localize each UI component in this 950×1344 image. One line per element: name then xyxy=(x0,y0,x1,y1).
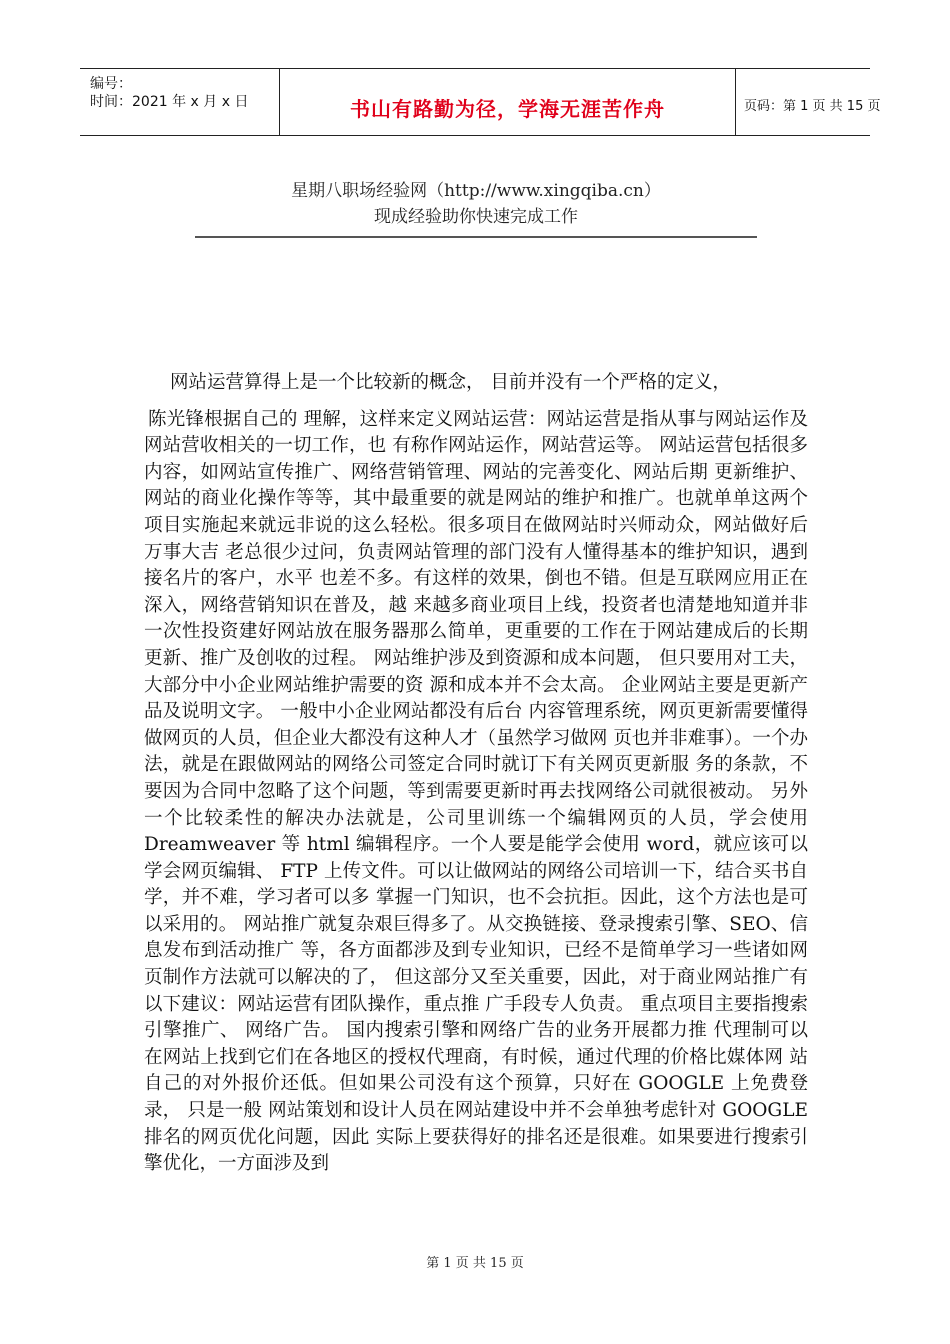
banner-slogan: 现成经验助你快速完成工作 xyxy=(374,207,578,227)
banner-site-title: 星期八职场经验网（http://www.xingqiba.cn） xyxy=(291,181,661,201)
article-paragraph: 陈光锋根据自己的 理解，这样来定义网站运营：网站运营是指从事与网站运作及网站营收相关的一切工作，也 有称作网站运作，网站营运等。 网站运营包括很多内容，如网站宣传推广、网络营销管理、网站的完善变化、网站后期 更新维护、网站的商业化操作等等，其中最重要的就是网站的维护和推广。也就单单这两个 项目实施起来就远非说的这么轻松。很多项目在做网站时兴师动众，网站做好后万事大吉 老总很少过问，负责网站管理的部门没有人懂得基本的维护知识，遇到接名片的客户，水平 也差不多。有这样的效果，倒也不错。但是互联网应用正在深入，网络营销知识在普及，越 来越多商业项目上线，投资者也清楚地知道并非一次性投资建好网站放在服务器那么简单，更重要的工作在于网站建成后的长期更新、推广及创收的过程。 网站维护涉及到资源和成本问题， 但只要用对工夫， 大部分中小企业网站维护需要的资 源和成本并不会太高。 企业网站主要是更新产品及说明文字。 一般中小企业网站都没有后台 内容管理系统，网页更新需要懂得做网页的人员，但企业大都没有这种人才（虽然学习做网 页也并非难事）。一个办法，就是在跟做网站的网络公司签定合同时就订下有关网页更新服 务的条款，不要因为合同中忽略了这个问题，等到需要更新时再去找网络公司就很被动。 另外一个比较柔性的解决办法就是，公司里训练一个编辑网页的人员，学会使用 Dreamweaver 等 html 编辑程序。一个人要是能学会使用 word，就应该可以学会网页编辑、 FTP 上传文件。可以让做网站的网络公司培训一下，结合买书自学，并不难，学习者可以多 掌握一门知识，也不会抗拒。因此，这个方法也是可以采用的。 网站推广就复杂艰巨得多了。从交换链接、登录搜索引擎、SEO、信息发布到活动推广 等，各方面都涉及到专业知识，已经不是简单学习一些诸如网页制作方法就可以解决的了， 但这部分又至关重要，因此，对于商业网站推广有以下建议：网站运营有团队操作，重点推 广手段专人负责。 重点项目主要指搜索引擎推广、 网络广告。 国内搜索引擎和网络广告的业务开展都力推 代理制可以在网站上找到它们在各地区的授权代理商，有时候，通过代理的价格比媒体网 站自己的对外报价还低。但如果公司没有这个预算，只好在 GOOGLE 上免费登录， 只是一般 网站策划和设计人员在网站建设中并不会单独考虑针对 GOOGLE 排名的网页优化问题，因此 实际上要获得好的排名还是很难。如果要进行搜索引擎优化，一方面涉及到 xyxy=(144,408,808,1175)
document-code-label: 编号： xyxy=(90,76,132,92)
document-date-label: 时间：2021 年 x 月 x 日 xyxy=(90,94,249,110)
document-header xyxy=(80,68,881,136)
article-first-line: 网站运营算得上是一个比较新的概念， 目前并没有一个严格的定义， xyxy=(170,372,731,393)
article-body xyxy=(144,370,808,1178)
page-footer: 第 1 页 共 15 页 xyxy=(426,1256,524,1271)
header-page-info: 页码：第 1 页 共 15 页 xyxy=(744,99,881,114)
header-motto: 书山有路勤为径，学海无涯苦作舟 xyxy=(350,97,665,121)
site-banner xyxy=(195,178,757,230)
header-left-cell xyxy=(80,69,280,135)
header-motto-cell xyxy=(280,69,736,135)
banner-divider xyxy=(195,236,757,238)
header-page-cell xyxy=(736,69,881,135)
